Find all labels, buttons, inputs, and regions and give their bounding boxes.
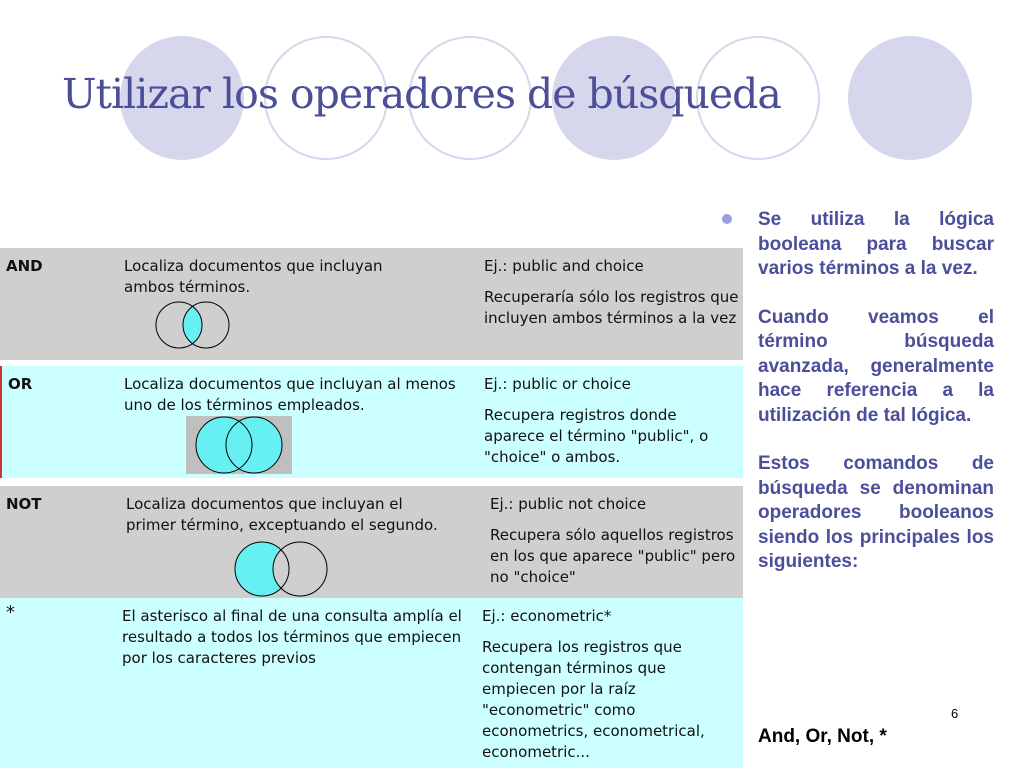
operator-example (490, 494, 740, 598)
paragraph: Cuando veamos el término búsqueda avanzada, generalmente hace referencia a la utilización de tal lógica. (758, 306, 994, 426)
operator-description: Localiza documentos que incluyan ambos términos. (124, 257, 383, 296)
operators-summary: And, Or, Not, * (758, 726, 887, 747)
example-query: Ej.: econometric* (482, 607, 612, 625)
example-result: Recupera los registros que contengan términos que empiecen por la raíz "econometric" como econometrics, econometrical, econometric... (482, 638, 705, 761)
operator-description: Localiza documentos que incluyan el primer término, exceptuando el segundo. (126, 495, 438, 534)
operator-name: AND (6, 257, 43, 275)
example-query: Ej.: public and choice (484, 257, 644, 275)
operator-name: * (6, 602, 15, 623)
example-query: Ej.: public not choice (490, 495, 647, 513)
example-result: Recupera registros donde aparece el término "public", o "choice" o ambos. (484, 406, 709, 466)
operator-description: Localiza documentos que incluyan al menos uno de los términos empleados. (124, 375, 456, 414)
operator-example (482, 606, 737, 773)
operator-name: NOT (6, 495, 42, 513)
bullet-icon (722, 214, 732, 224)
example-result: Recuperaría sólo los registros que incluyen ambos términos a la vez (484, 288, 739, 327)
slide-title: Utilizar los operadores de búsqueda (62, 70, 781, 118)
venn-diagram-not (232, 541, 332, 597)
operator-example (484, 374, 739, 478)
operator-block-not (0, 486, 743, 598)
example-result: Recupera sólo aquellos registros en los que aparece "public" pero no "choice" (490, 526, 736, 586)
operator-block-or (0, 366, 743, 478)
operator-block-and (0, 248, 743, 360)
paragraph: Se utiliza la lógica booleana para buscar varios términos a la vez. (758, 209, 994, 279)
operator-example (484, 256, 739, 339)
operator-description: El asterisco al final de una consulta amplía el resultado a todos los términos que empiecen por los caracteres previos (122, 607, 462, 667)
paragraph: Estos comandos de búsqueda se denominan operadores booleanos siendo los principales los siguientes: (758, 453, 994, 572)
venn-diagram-or (186, 416, 292, 474)
operator-name: OR (8, 375, 33, 393)
explanation-text (758, 208, 994, 599)
decor-circle-6 (848, 36, 972, 160)
venn-diagram-and (155, 300, 255, 350)
slide-number: 6 (951, 706, 959, 721)
example-query: Ej.: public or choice (484, 375, 631, 393)
operator-block-asterisk (0, 598, 743, 768)
